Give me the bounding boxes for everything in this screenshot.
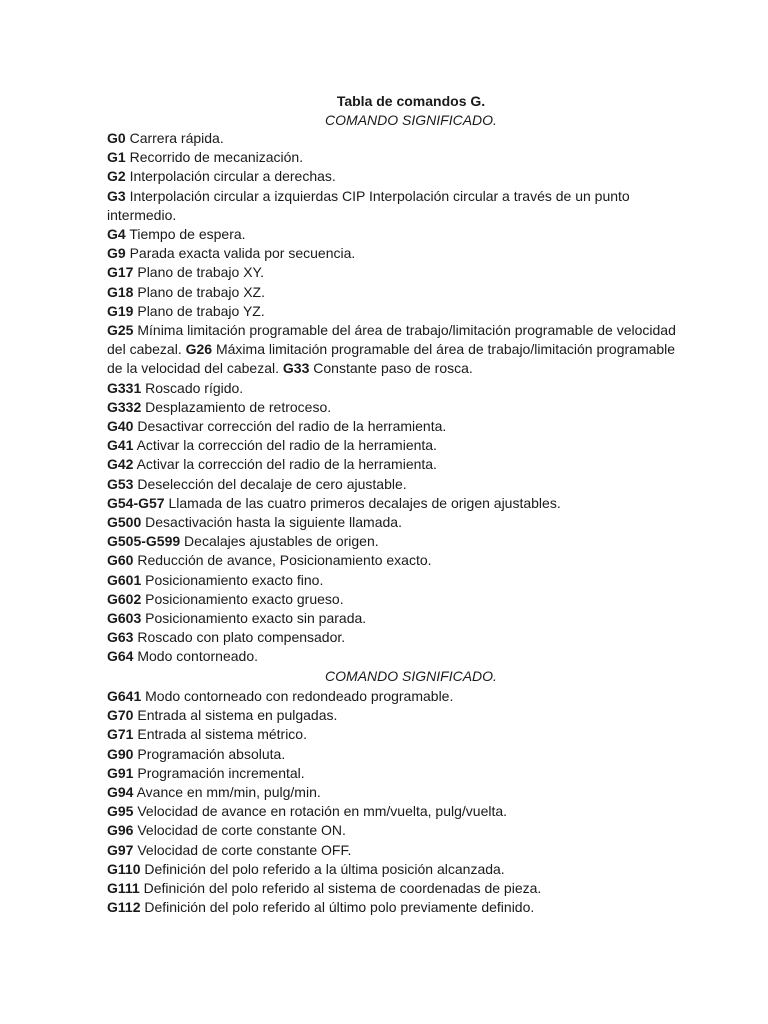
- list-item: [107, 745, 677, 764]
- command-code: G91: [107, 764, 134, 781]
- command-description: Tiempo de espera.: [125, 226, 246, 243]
- command-code: G18: [107, 283, 134, 300]
- list-item: [107, 821, 677, 840]
- list-item: [107, 494, 677, 513]
- list-item: [107, 436, 677, 455]
- command-code: G26: [185, 341, 213, 358]
- command-code: G603: [107, 610, 142, 627]
- command-description: Definición del polo referido a la última posición alcanzada.: [140, 860, 505, 877]
- command-description: Decalajes ajustables de origen.: [180, 533, 379, 550]
- command-code: G1: [107, 149, 126, 166]
- command-description: Activar la corrección del radio de la herramienta.: [133, 456, 437, 473]
- command-code: G40: [107, 418, 134, 435]
- command-description: Definición del polo referido al último polo previamente definido.: [140, 899, 535, 916]
- list-item: [107, 321, 677, 379]
- list-item: [107, 398, 677, 417]
- command-code: G331: [107, 379, 142, 396]
- command-description: Entrada al sistema en pulgadas.: [133, 707, 338, 724]
- list-item: [107, 302, 677, 321]
- command-description: Plano de trabajo YZ.: [133, 302, 265, 319]
- command-description: Posicionamiento exacto fino.: [141, 571, 324, 588]
- column-heading: COMANDO SIGNIFICADO.: [325, 112, 497, 128]
- command-description: Entrada al sistema métrico.: [133, 726, 307, 743]
- list-item: [107, 706, 677, 725]
- command-description: Definición del polo referido al sistema de coordenadas de pieza.: [139, 880, 542, 897]
- command-code: G110: [107, 860, 141, 877]
- command-code: G601: [107, 571, 142, 588]
- list-item: [107, 783, 677, 802]
- command-code: G17: [107, 264, 134, 281]
- list-item: [107, 225, 677, 244]
- list-item: [107, 513, 677, 532]
- list-item: [107, 167, 677, 186]
- list-item: [107, 263, 677, 282]
- command-code: G111: [107, 880, 140, 897]
- command-code: G42: [107, 456, 134, 473]
- list-item: [107, 647, 677, 666]
- command-description: Máxima limitación programable del área de trabajo/limitación programable de la velocidad del cabezal.: [107, 341, 676, 377]
- command-description: Recorrido de mecanización.: [125, 149, 304, 166]
- command-code: G602: [107, 590, 142, 607]
- command-description: Desactivación hasta la siguiente llamada.: [141, 514, 402, 531]
- list-item: [107, 551, 677, 570]
- command-description: Activar la corrección del radio de la herramienta.: [133, 437, 437, 454]
- command-description: Plano de trabajo XY.: [133, 264, 264, 281]
- command-code: G25: [107, 322, 134, 339]
- column-heading: COMANDO SIGNIFICADO.: [325, 668, 497, 684]
- list-item: [107, 879, 677, 898]
- command-description: Posicionamiento exacto grueso.: [141, 590, 344, 607]
- command-code: G97: [107, 841, 134, 858]
- command-description: Avance en mm/min, pulg/min.: [133, 784, 321, 801]
- command-code: G94: [107, 784, 134, 801]
- list-item: [107, 898, 677, 917]
- command-list-2: [107, 687, 677, 917]
- command-code: G4: [107, 226, 126, 243]
- command-code: G96: [107, 822, 134, 839]
- command-description: Desplazamiento de retroceso.: [141, 398, 332, 415]
- command-description: Reducción de avance, Posicionamiento exacto.: [133, 552, 432, 569]
- command-list-1: [107, 129, 677, 667]
- command-description: Constante paso de rosca.: [309, 360, 473, 377]
- command-description: Programación absoluta.: [133, 745, 286, 762]
- command-code: G33: [282, 360, 310, 377]
- command-code: G3: [107, 187, 126, 204]
- page-title: Tabla de comandos G.: [336, 93, 486, 109]
- command-code: G70: [107, 707, 134, 724]
- command-code: G71: [107, 726, 134, 743]
- list-item: [107, 628, 677, 647]
- list-item: [107, 590, 677, 609]
- command-description: Carrera rápida.: [125, 130, 224, 146]
- command-code: G9: [107, 245, 126, 262]
- list-item: [107, 841, 677, 860]
- command-code: G41: [107, 437, 134, 454]
- command-code: G505-G599: [107, 533, 181, 550]
- command-description: Roscado con plato compensador.: [133, 629, 346, 646]
- list-item: [107, 129, 677, 148]
- list-item: [107, 609, 677, 628]
- command-code: G332: [107, 398, 142, 415]
- command-code: G64: [107, 648, 134, 665]
- command-description: Roscado rígido.: [141, 379, 244, 396]
- command-code: G112: [107, 899, 141, 916]
- command-code: G53: [107, 475, 134, 492]
- command-code: G2: [107, 168, 126, 185]
- list-item: [107, 860, 677, 879]
- command-description: Desactivar corrección del radio de la herramienta.: [133, 418, 447, 435]
- list-item: [107, 725, 677, 744]
- command-description: Velocidad de corte constante ON.: [133, 822, 346, 839]
- command-description: Posicionamiento exacto sin parada.: [141, 610, 367, 627]
- list-item: [107, 379, 677, 398]
- command-description: Modo contorneado.: [133, 648, 258, 665]
- command-description: Velocidad de corte constante OFF.: [133, 841, 352, 858]
- list-item: [107, 687, 677, 706]
- command-description: Plano de trabajo XZ.: [133, 283, 265, 300]
- command-description: Velocidad de avance en rotación en mm/vuelta, pulg/vuelta.: [133, 803, 508, 820]
- command-code: G60: [107, 552, 134, 569]
- command-code: G90: [107, 745, 134, 762]
- list-item: [107, 455, 677, 474]
- command-description: Interpolación circular a derechas.: [125, 168, 336, 185]
- list-item: [107, 475, 677, 494]
- command-description: Interpolación circular a izquierdas CIP Interpolación circular a través de un punto intermedio.: [107, 187, 630, 223]
- command-description: Deselección del decalaje de cero ajustable.: [133, 475, 407, 492]
- list-item: [107, 532, 677, 551]
- list-item: [107, 148, 677, 167]
- list-item: [107, 283, 677, 302]
- command-code: G95: [107, 803, 134, 820]
- command-code: G54-G57: [107, 494, 165, 511]
- list-item: [107, 244, 677, 263]
- command-code: G500: [107, 514, 142, 531]
- command-description: Modo contorneado con redondeado programable.: [141, 688, 454, 704]
- command-description: Mínima limitación programable del área de trabajo/limitación programable de velocidad del cabezal.: [107, 322, 676, 358]
- list-item: [107, 764, 677, 783]
- command-description: Programación incremental.: [133, 764, 305, 781]
- list-item: [107, 802, 677, 821]
- command-code: G19: [107, 302, 134, 319]
- command-code: G63: [107, 629, 134, 646]
- list-item: [107, 571, 677, 590]
- list-item: [107, 417, 677, 436]
- command-code: G0: [107, 130, 126, 146]
- command-description: Parada exacta valida por secuencia.: [125, 245, 356, 262]
- list-item: [107, 187, 677, 225]
- command-code: G641: [107, 688, 142, 704]
- command-description: Llamada de las cuatro primeros decalajes de origen ajustables.: [164, 494, 561, 511]
